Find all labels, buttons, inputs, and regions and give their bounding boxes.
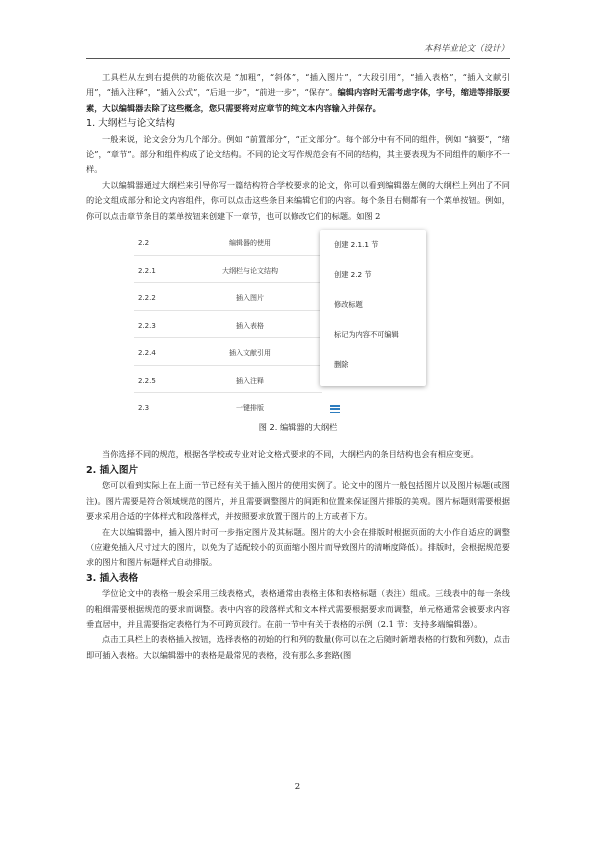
intro-text: 工具栏从左到右提供的功能依次是 “加粗”，“斜体”，“插入图片”，“大段引用”，“插入表格”，“插入文献引用”，“插入注释”，“插入公式”，“后退一步”，“前进一步”，“保存”。 [86, 72, 510, 98]
menu-item-lock: 标记为内容不可编辑 [334, 330, 399, 340]
outline-row-title: 插入文献引用 [229, 349, 271, 358]
outline-row [134, 338, 322, 366]
list-menu-icon [330, 405, 340, 413]
menu-item-create-section: 创建 2.2 节 [334, 270, 372, 280]
outline-row [134, 256, 322, 284]
intro-bold-text: 编辑内容时无需考虑字体，字号，缩进等排版要素，大以编辑器去除了这些概念，您只需要将对应章节的纯文本内容输入并保存。 [86, 87, 510, 113]
outline-row-title: 一键排版 [236, 404, 264, 413]
outline-row-number: 2.2.1 [138, 266, 156, 275]
outline-row-number: 2.2.2 [138, 294, 156, 303]
outline-figure [134, 228, 432, 418]
outline-row-number: 2.2.3 [138, 321, 156, 330]
outline-row-title: 插入表格 [236, 321, 264, 330]
outline-row [134, 393, 322, 420]
outline-row [134, 228, 322, 256]
section-1-paragraph-3: 当你选择不同的规范，根据各学校或专业对论文格式要求的不同，大纲栏内的条目结构也会有相应变更。 [102, 449, 479, 460]
outline-row-number: 2.2 [138, 239, 150, 248]
section-2-paragraph-2: 在大以编辑器中，插入图片时可一步指定图片及其标题。图片的大小会在排版时根据页面的大小作自适应的调整（应避免插入尺寸过大的图片，以免为了适配较小的页面缩小图片而导致图片的清晰度降低）。排版时，会根据规范要求的图片和图片标题样式自动排版。 [86, 526, 510, 568]
section-3-paragraph-2: 点击工具栏上的表格插入按钮，选择表格的初始的行和列的数量(你可以在之后随时新增表格的行数和列数)，点击即可插入表格。大以编辑器中的表格是最常见的表格，没有那么多套路(图 [86, 634, 510, 660]
document-body [86, 70, 510, 663]
outline-row-number: 2.2.4 [138, 349, 156, 358]
section-1-paragraph-1: 一般来说，论文会分为几个部分。例如 “前置部分”，“正文部分”。每个部分中有不同的组件，例如 “摘要”，“绪论”，“章节”。部分和组件构成了论文结构。不同的论文写作规范会有不同的结构，其主要表现为不同组件的顺序不一样。 [86, 133, 510, 175]
outline-row-number: 2.2.5 [138, 376, 156, 385]
section-3-heading: 3. 插入表格 [86, 572, 139, 584]
section-2-heading: 2. 插入图片 [86, 464, 139, 476]
outline-row [134, 366, 322, 394]
section-2-paragraph-1: 您可以看到实际上在上面一节已经有关于插入图片的使用实例了。论文中的图片一般包括图片以及图片标题(或图注)。图片需要是符合领域规范的图片，并且需要调整图片的间距和位置来保证图片排版的美观。图片标题则需要根据要求采用合适的字体样式和段落样式，并按照要求放置于图片的上方或者下方。 [86, 480, 510, 522]
section-1-paragraph-2: 大以编辑器通过大纲栏来引导你写一篇结构符合学校要求的论文，你可以看到编辑器左侧的大纲栏上列出了不同的论文组成部分和论文内容组件，你可以点击这些条目来编辑它们的内容。每个条目右侧都有一个菜单按钮。例如，你可以点击章节条目的菜单按钮来创建下一章节，也可以修改它们的标题。如图 2 [86, 179, 510, 221]
header-rule [86, 58, 510, 59]
outline-row-number: 2.3 [138, 404, 150, 413]
outline-row-title: 大纲栏与论文结构 [222, 266, 278, 275]
running-header: 本科毕业论文（设计） [423, 44, 509, 54]
context-menu [320, 230, 426, 386]
page-number: 2 [294, 782, 301, 792]
intro-paragraph [86, 70, 510, 116]
section-1-heading: 1. 大纲栏与论文结构 [86, 118, 175, 130]
section-3-paragraph-1: 学位论文中的表格一般会采用三线表格式，表格通常由表格主体和表格标题（表注）组成。三线表中的每一条线的粗细需要根据规范的要求而调整。表中内容的段落样式和文本样式需要根据要求而调整，单元格通常会被要求内容垂直居中，并且需要指定表格行为不可跨页段行。在前一节中有关于表格的示例（2.1 节：支持多端编辑器）。 [86, 588, 510, 629]
outline-row-title: 编辑器的使用 [229, 239, 271, 248]
menu-item-rename: 修改标题 [334, 300, 363, 310]
outline-row [134, 311, 322, 339]
outline-list [134, 228, 322, 420]
outline-row [134, 283, 322, 311]
menu-item-create-subsection: 创建 2.1.1 节 [334, 240, 379, 250]
menu-item-delete: 删除 [334, 360, 349, 370]
figure-caption: 图 2. 编辑器的大纲栏 [258, 422, 338, 433]
outline-row-title: 插入图片 [236, 294, 264, 303]
outline-row-title: 插入注释 [236, 376, 264, 385]
